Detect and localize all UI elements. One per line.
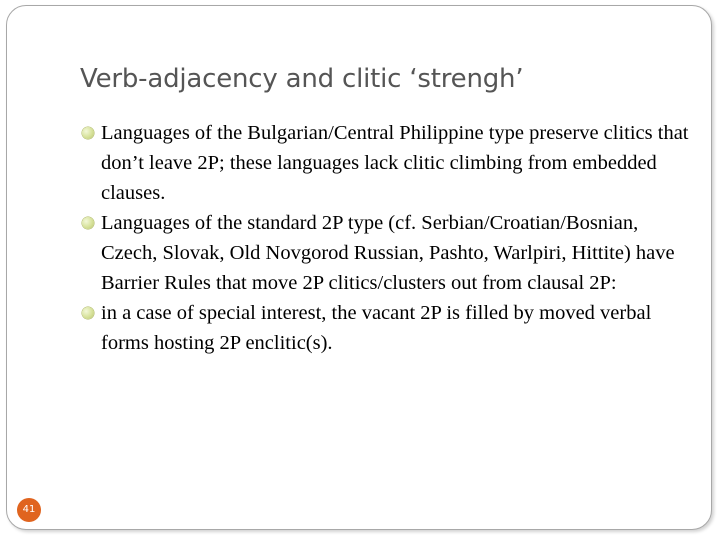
bullet-item [82, 118, 692, 208]
bullet-text: Languages of the standard 2P type (cf. Serbian/Croatian/Bosnian, Czech, Slovak, Old Novgorod Russian, Pashto, Warlpiri, Hittite) have Barrier Rules that move 2P clitics/clusters out from clausal 2P: [101, 212, 675, 294]
bullet-item [82, 208, 692, 298]
bullet-text: in a case of special interest, the vacant 2P is filled by moved verbal forms hosting 2P enclitic(s). [101, 302, 652, 354]
page-number-badge: 41 [17, 498, 41, 522]
bullet-item [82, 298, 692, 358]
slide-title: Verb-adjacency and clitic ‘strengh’ [80, 64, 524, 94]
bullet-icon [82, 127, 94, 139]
bullet-icon [82, 217, 94, 229]
bullet-text: Languages of the Bulgarian/Central Philippine type preserve clitics that don’t leave 2P; these languages lack clitic climbing from embedded clauses. [101, 122, 689, 204]
bullet-icon [82, 307, 94, 319]
bullet-list [82, 118, 692, 358]
